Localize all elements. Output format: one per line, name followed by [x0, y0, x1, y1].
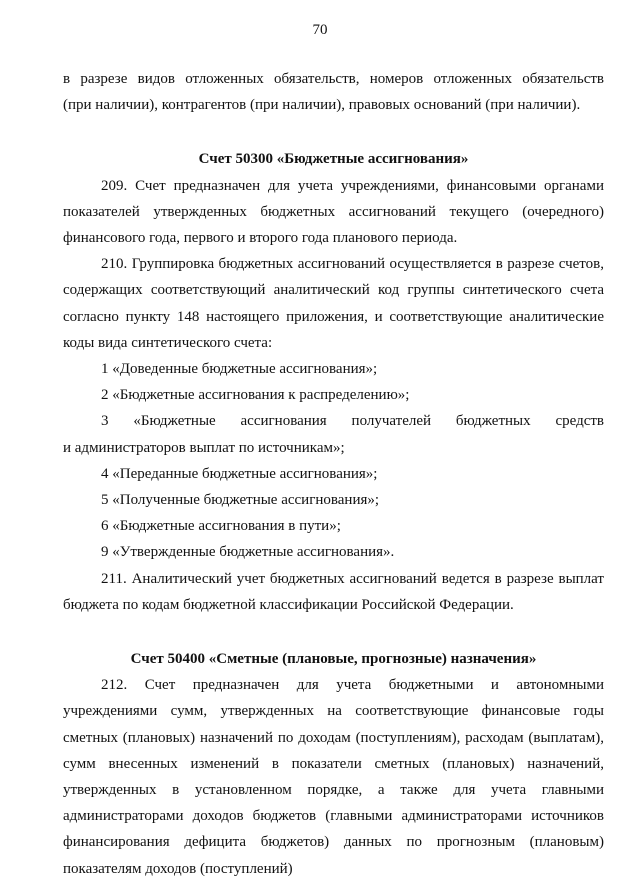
list-item: 1 «Доведенные бюджетные ассигнования»;: [101, 361, 378, 378]
list-item: 6 «Бюджетные ассигнования в пути»;: [101, 518, 341, 535]
page-content: [63, 66, 604, 882]
list-item: 2 «Бюджетные ассигнования к распределению»;: [101, 387, 410, 404]
list-item: 3 «Бюджетные ассигнования получателей бюджетных средств: [101, 413, 604, 430]
section-heading-50300: Счет 50300 «Бюджетные ассигнования»: [198, 151, 469, 168]
intro-line-1: в разрезе видов отложенных обязательств, номеров отложенных обязательств: [63, 71, 604, 87]
list-item-continuation: и администраторов выплат по источникам»;: [63, 439, 345, 456]
paragraph-209: 209. Счет предназначен для учета учреждениями, финансовыми органами показателей утвержденных бюджетных ассигнований текущего (очередного) финансового года, первого и второго года планового периода.: [63, 177, 604, 247]
list-item: 9 «Утвержденные бюджетные ассигнования».: [101, 544, 395, 561]
paragraph-212: 212. Счет предназначен для учета бюджетными и автономными учреждениями сумм, утвержденных на соответствующие финансовые годы сметных (плановых) назначений по доходам (поступлениям), расходам (выплатам), сумм внесенных изменений в показатели сметных (плановых) назначений, утвержденных в установленном порядке, а также для учета главными администраторами доходов бюджетов (главными администраторами источников финансирования дефицита бюджетов) данных по прогнозным (плановым) показателям доходов (поступлений): [63, 677, 604, 877]
intro-line-2: (при наличии), контрагентов (при наличии), правовых оснований (при наличии).: [63, 97, 581, 114]
page-number: 70: [312, 22, 328, 38]
list-item: 4 «Переданные бюджетные ассигнования»;: [101, 465, 378, 482]
section-heading-50400: Счет 50400 «Сметные (плановые, прогнозные) назначения»: [130, 651, 537, 668]
paragraph-210: 210. Группировка бюджетных ассигнований осуществляется в разрезе счетов, содержащих соответствующий аналитический код группы синтетического счета согласно пункту 148 настоящего приложения, и соответствующие аналитические коды вида синтетического счета:: [63, 256, 604, 351]
paragraph-211: 211. Аналитический учет бюджетных ассигнований ведется в разрезе выплат бюджета по кодам бюджетной классификации Российской Федерации.: [63, 570, 604, 613]
list-item: 5 «Полученные бюджетные ассигнования»;: [101, 492, 380, 509]
